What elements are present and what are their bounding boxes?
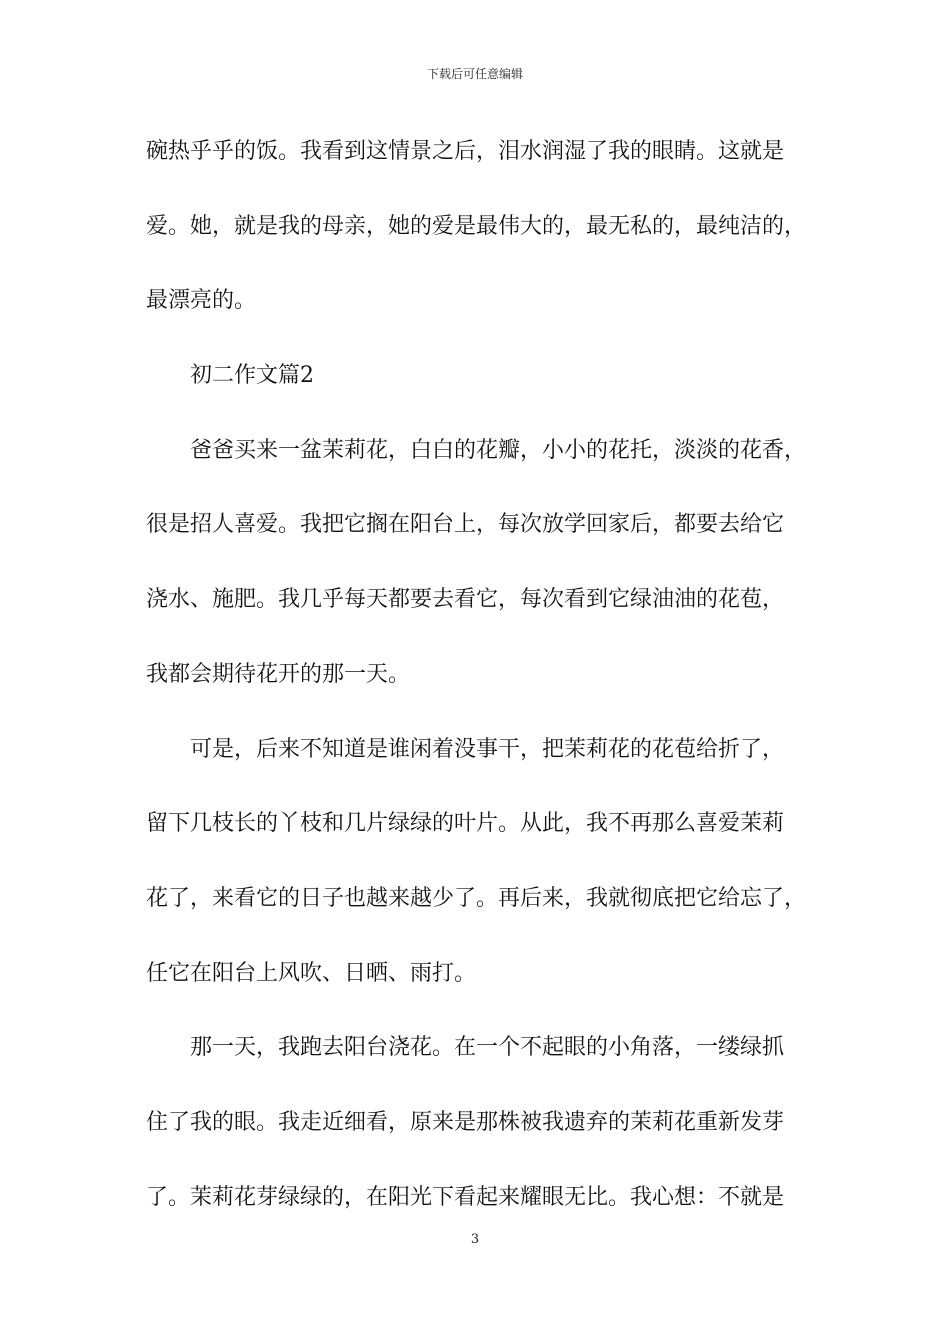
page-number: 3	[470, 1232, 480, 1247]
text-line: 可是，后来不知道是谁闲着没事干，把茉莉花的花苞给折了，	[190, 736, 785, 762]
text-line: 很是招人喜爱。我把它搁在阳台上，每次放学回家后，都要去给它	[146, 512, 785, 538]
page-header: 下载后可任意编辑	[426, 67, 523, 81]
text-line: 浇水、施肥。我几乎每天都要去看它，每次看到它绿油油的花苞，	[146, 587, 785, 613]
text-line: 爱。她，就是我的母亲，她的爱是最伟大的，最无私的，最纯洁的，	[146, 213, 807, 239]
text-line: 我都会期待花开的那一天。	[146, 661, 411, 687]
text-line: 住了我的眼。我走近细看，原来是那株被我遗弃的茉莉花重新发芽	[146, 1109, 785, 1135]
text-line: 爸爸买来一盆茉莉花，白白的花瓣，小小的花托，淡淡的花香，	[190, 437, 807, 463]
text-line: 任它在阳台上风吹、日晒、雨打。	[146, 960, 477, 986]
text-line: 花了，来看它的日子也越来越少了。再后来，我就彻底把它给忘了，	[146, 885, 807, 911]
document-body	[146, 128, 818, 1248]
text-line: 留下几枝长的丫枝和几片绿绿的叶片。从此，我不再那么喜爱茉莉	[146, 811, 785, 837]
text-line: 碗热乎乎的饭。我看到这情景之后，泪水润湿了我的眼睛。这就是	[146, 139, 785, 164]
text-line: 了。茉莉花芽绿绿的，在阳光下看起来耀眼无比。我心想：不就是	[146, 1184, 785, 1210]
text-line: 那一天，我跑去阳台浇花。在一个不起眼的小角落，一缕绿抓	[190, 1035, 785, 1061]
text-line: 最漂亮的。	[146, 288, 257, 314]
section-heading: 初二作文篇2	[190, 363, 314, 389]
